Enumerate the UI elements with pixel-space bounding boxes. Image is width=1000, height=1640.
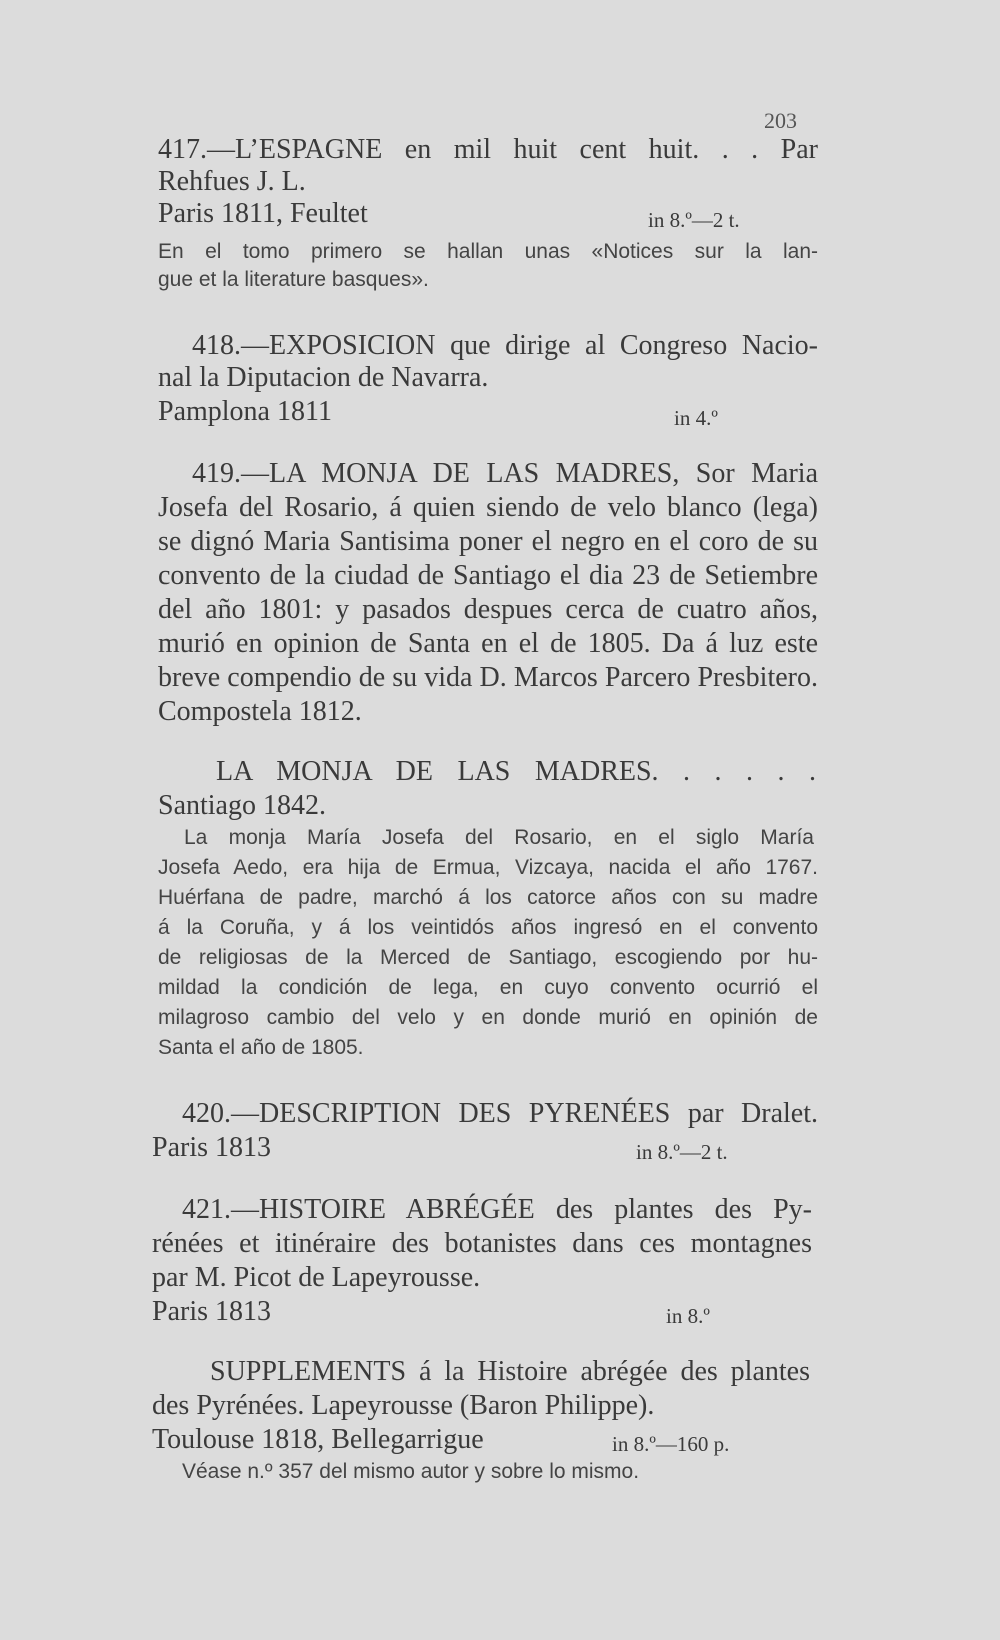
entry-420-imprint: Paris 1813 xyxy=(152,1132,271,1163)
entry-418-format: in 4.º xyxy=(674,406,718,430)
entry-420-title: 420.—DESCRIPTION DES PYRENÉES par Dralet. xyxy=(182,1098,818,1129)
entry-419-note-line7: milagroso cambio del velo y en donde murió en opinión de xyxy=(158,1006,818,1029)
entry-421-imprint: Paris 1813 xyxy=(152,1296,271,1327)
entry-421-supplement-imprint: Toulouse 1818, Bellegarrigue xyxy=(152,1424,484,1455)
entry-417-note-line1: En el tomo primero se hallan unas «Notices sur la lan- xyxy=(158,240,818,263)
entry-421-line3: par M. Picot de Lapeyrousse. xyxy=(152,1262,481,1293)
entry-421-format: in 8.º xyxy=(666,1304,710,1328)
entry-419-note-line3: Huérfana de padre, marchó á los catorce años con su madre xyxy=(158,886,818,909)
entry-417-note-line2: gue et la literature basques». xyxy=(158,268,429,291)
entry-419-alt-imprint: Santiago 1842. xyxy=(158,790,326,821)
entry-419-note-line1: La monja María Josefa del Rosario, en el siglo María xyxy=(184,826,814,849)
entry-421-supplement-line2: des Pyrénées. Lapeyrousse (Baron Philippe). xyxy=(152,1390,655,1421)
entry-419-note-line8: Santa el año de 1805. xyxy=(158,1036,364,1059)
entry-419-imprint: Compostela 1812. xyxy=(158,696,362,727)
entry-417-format: in 8.º—2 t. xyxy=(648,208,740,232)
entry-419-alt-title: LA MONJA DE LAS MADRES. . . . . . xyxy=(216,756,816,787)
entry-420-format: in 8.º—2 t. xyxy=(636,1140,728,1164)
entry-419-note-line2: Josefa Aedo, era hija de Ermua, Vizcaya, nacida el año 1767. xyxy=(158,856,818,879)
entry-421-note: Véase n.º 357 del mismo autor y sobre lo mismo. xyxy=(182,1460,640,1483)
entry-421-supplement-title: SUPPLEMENTS á la Histoire abrégée des plantes xyxy=(210,1356,810,1387)
entry-419-line3: se dignó Maria Santisima poner el negro en el coro de su xyxy=(158,526,818,557)
entry-419-note-line5: de religiosas de la Merced de Santiago, escogiendo por hu- xyxy=(158,946,818,969)
entry-418-title: 418.—EXPOSICION que dirige al Congreso Nacio- xyxy=(192,330,818,361)
entry-417-imprint: Paris 1811, Feultet xyxy=(158,198,368,229)
entry-421-title: 421.—HISTOIRE ABRÉGÉE des plantes des Py- xyxy=(182,1194,812,1225)
entry-419-line6: murió en opinion de Santa en el de 1805. Da á luz este xyxy=(158,628,818,659)
entry-419-line4: convento de la ciudad de Santiago el dia 23 de Setiembre xyxy=(158,560,818,591)
page-number: 203 xyxy=(764,108,797,133)
entry-419-note-line4: á la Coruña, y á los veintidós años ingresó en el convento xyxy=(158,916,818,939)
entry-419-line2: Josefa del Rosario, á quien siendo de velo blanco (lega) xyxy=(158,492,818,523)
entry-419-note-line6: mildad la condición de lega, en cuyo convento ocurrió el xyxy=(158,976,818,999)
entry-417-author: Rehfues J. L. xyxy=(158,166,306,197)
entry-419-title: 419.—LA MONJA DE LAS MADRES, Sor Maria xyxy=(192,458,818,489)
entry-417-title: 417.—L’ESPAGNE en mil huit cent huit. . . Par xyxy=(158,134,818,165)
entry-418-line2: nal la Diputacion de Navarra. xyxy=(158,362,489,393)
entry-419-line7: breve compendio de su vida D. Marcos Parcero Presbitero. xyxy=(158,662,818,693)
entry-418-imprint: Pamplona 1811 xyxy=(158,396,332,427)
entry-419-line5: del año 1801: y pasados despues cerca de cuatro años, xyxy=(158,594,818,625)
entry-421-supplement-format: in 8.º—160 p. xyxy=(612,1432,730,1456)
entry-421-line2: rénées et itinéraire des botanistes dans ces montagnes xyxy=(152,1228,812,1259)
